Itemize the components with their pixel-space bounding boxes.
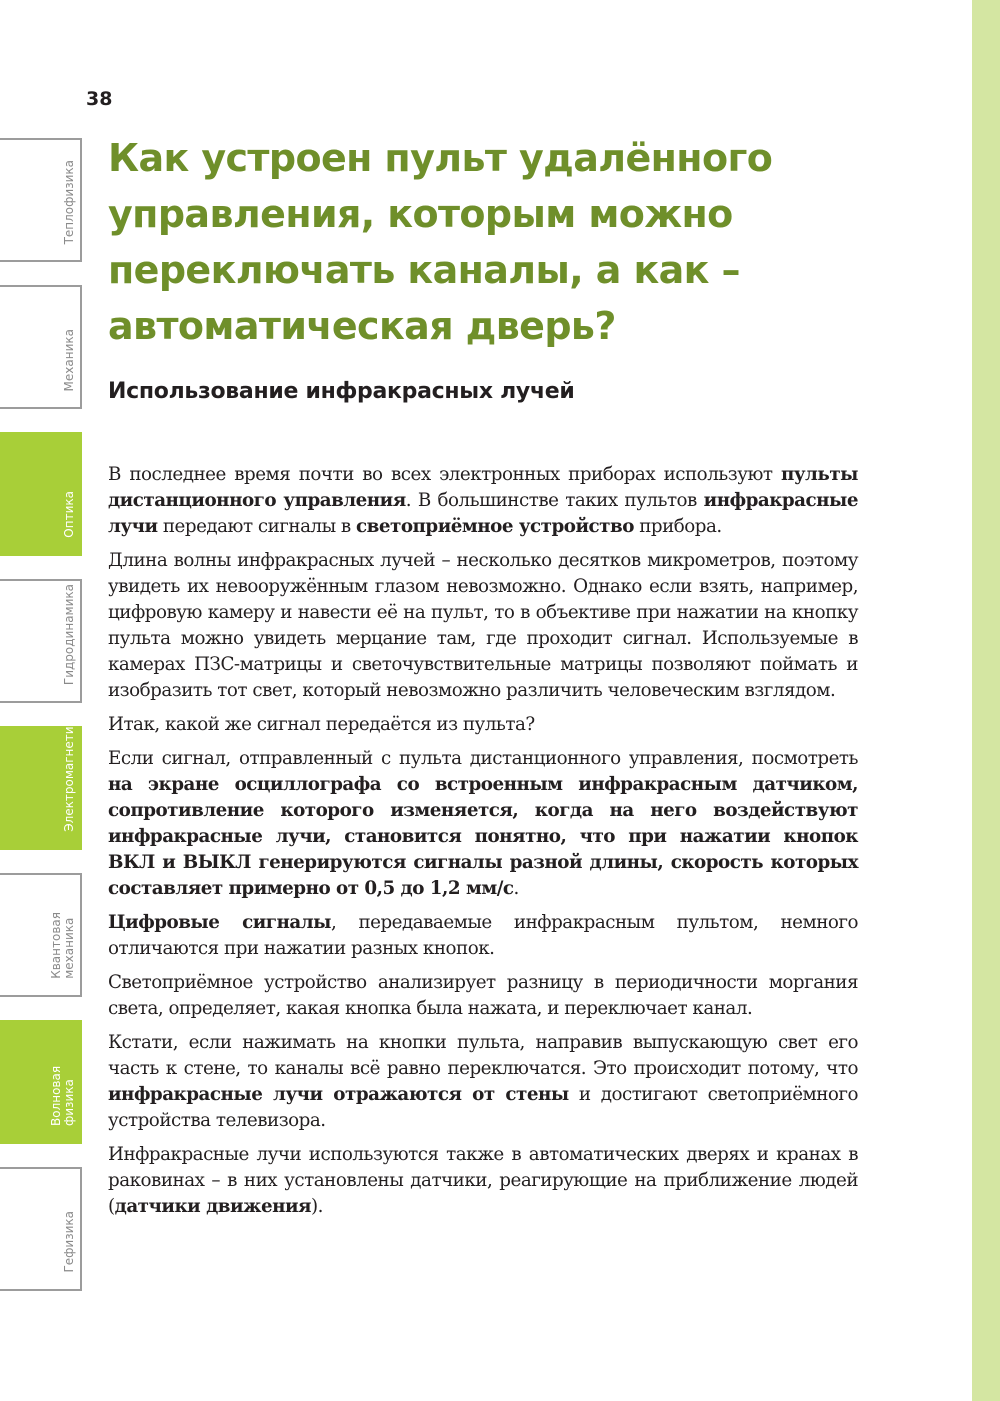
paragraph: Итак, какой же сигнал передаётся из пульта? — [108, 714, 535, 735]
page-number: 38 — [86, 88, 113, 110]
side-tab-label: Теплофизика — [62, 159, 76, 244]
paragraph: Кстати, если нажимать на кнопки пульта, направив выпускающую свет его часть к стене, то каналы всё равно переключатся. Это происходит потому, что инфракрасные лучи отражаются от стены и достигают светоприёмного устройства телевизора. — [108, 1032, 859, 1131]
side-tab-label: Гефизика — [62, 1211, 76, 1273]
side-tab-label: Оптика — [62, 491, 76, 538]
side-tab-volnovaya-fizika[interactable] — [0, 1020, 82, 1144]
side-tab-gidrodinamika[interactable] — [0, 579, 82, 703]
side-tab-label: Волновая физика — [49, 1065, 76, 1126]
paragraph: Цифровые сигналы, передаваемые инфракрасным пультом, немного отличаются при нажатии разных кнопок. — [108, 912, 858, 959]
side-tab-kvantovaya-mekhanika[interactable] — [0, 873, 82, 997]
side-tab-label: Гидродинамика — [62, 583, 76, 685]
article-body — [108, 462, 858, 1228]
side-tab-label: Квантовая механика — [49, 912, 76, 979]
side-tab-teplofizika[interactable] — [0, 138, 82, 262]
side-tab-elektromagnetizm[interactable] — [0, 711, 82, 850]
paragraph: Если сигнал, отправленный с пульта дистанционного управления, посмотреть на экране осциллографа со встроенным инфракрасным датчиком, сопротивление которого изменяется, когда на него воздействуют инфракрасные лучи, становится понятно, что при нажатии кнопок ВКЛ и ВЫКЛ генерируются сигналы разной длины, скорость которых составляет примерно от 0,5 до 1,2 мм/с. — [108, 748, 858, 899]
paragraph: Светоприёмное устройство анализирует разницу в периодичности моргания света, определяет, какая кнопка была нажата, и переключает канал. — [108, 972, 858, 1019]
side-tab-geofizika[interactable] — [0, 1167, 82, 1291]
side-tabs — [0, 0, 90, 1401]
side-tab-optika[interactable] — [0, 432, 82, 556]
side-tab-label: Электромагнетизм — [62, 711, 76, 832]
paragraph: Инфракрасные лучи используются также в автоматических дверях и кранах в раковинах – в них установлены датчики, реагирующие на приближение людей (датчики движения). — [108, 1144, 858, 1217]
section-subtitle: Использование инфракрасных лучей — [108, 379, 575, 404]
page-title: Как устроен пульт удалённого управления, которым можно переключать каналы, а как – автоматическая дверь? — [108, 136, 773, 348]
side-tab-label: Механика — [62, 328, 76, 391]
paragraph: Длина волны инфракрасных лучей – несколько десятков микрометров, поэтому увидеть их невооружённым глазом невозможно. Однако если взять, например, цифровую камеру и навести её на пульт, то в объективе при нажатии на кнопку пульта можно увидеть мерцание там, где проходит сигнал. Используемые в камерах ПЗС-матрицы и светочувствительные матрицы позволяют поймать и изобразить тот свет, который невозможно различить человеческим взглядом. — [108, 550, 858, 701]
paragraph: В последнее время почти во всех электронных приборах используют пульты дистанционного управления. В большинстве таких пультов инфракрасные лучи передают сигналы в светоприёмное устройство прибора. — [108, 464, 858, 537]
right-edge-band — [972, 0, 1000, 1401]
side-tab-mekhanika[interactable] — [0, 285, 82, 409]
